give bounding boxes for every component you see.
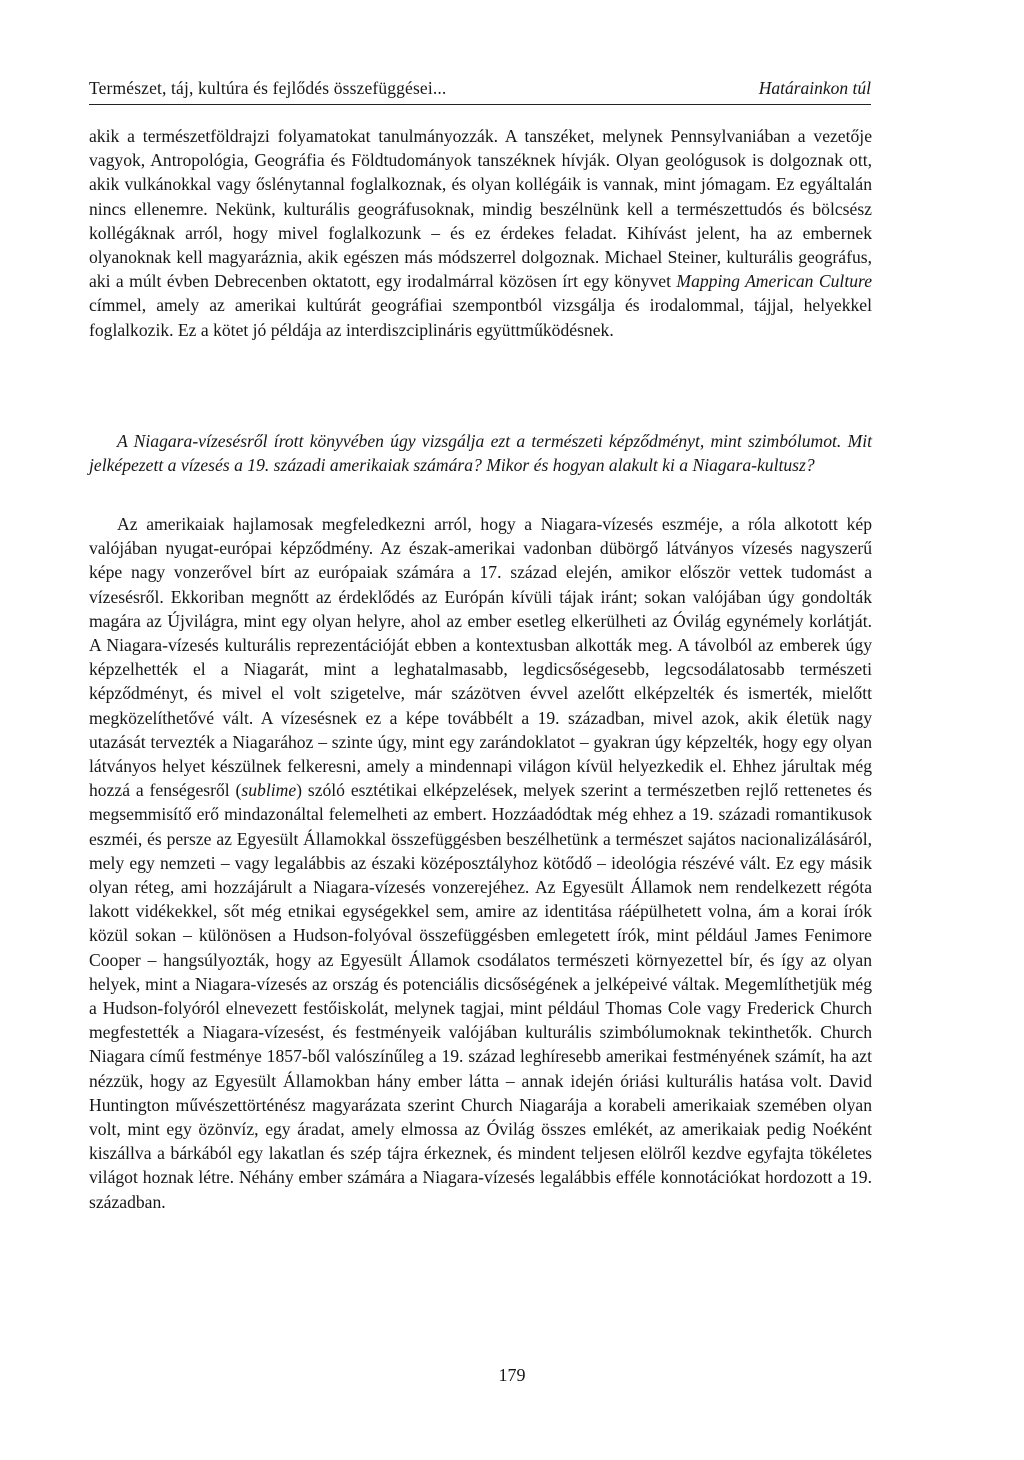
body-paragraph-1 xyxy=(89,124,872,342)
running-header-title: Természet, táj, kultúra és fejlődés összefüggései... xyxy=(89,78,447,98)
paragraph-text-part: Az amerikaiak hajlamosak megfeledkezni arról, hogy a Niagara-vízesés eszméje, a róla alkotott kép valójában nyugat-európai képződmény. Az észak-amerikai vadonban dübörgő látványos vízesés nagyszerű képe nagy vonzerővel bírt az európaiak számára a 17. század elején, amikor először vettek tudomást a vízesésről. Ekkoriban megnőtt az érdeklődés az Európán kívüli tájak iránt; sokan valójában úgy gondolták magára az Újvilágra, mint egy olyan helyre, ahol az ember esetleg elkerülheti az Óvilág egynémely korlátját. A Niagara-vízesés kulturális reprezentációját ebben a kontextusban alkották meg. A távolból az emberek úgy képzelhették el a Niagarát, mint a leghatalmasabb, legdicsőségesebb, legcsodálatosabb természeti képződményt, és mivel el volt szigetelve, már százötven évvel azelőtt elképzelték és ismerték, mielőtt megközelíthetővé vált. A vízesésnek ez a képe továbbélt a 19. században, mivel azok, akik életük nagy utazását tervezték a Niagarához – szinte úgy, mint egy zarándoklatot – gyakran úgy képzelték, hogy egy olyan látványos helyet készülnek felkeresni, amely a mindennapi világon kívül helyezkedik el. Ehhez járultak még hozzá a fenségesről ( xyxy=(89,514,872,801)
paragraph-text-part: címmel, amely az amerikai kultúrát geográfiai szempontból vizsgálja és irodalommal, tájjal, helyekkel foglalkozik. Ez a kötet jó példája az interdiszciplináris együttműködésnek. xyxy=(89,295,872,340)
paragraph-text xyxy=(89,512,872,1214)
interview-question xyxy=(89,429,872,477)
paragraph-text xyxy=(89,124,872,342)
paragraph-text-part: akik a természetföldrajzi folyamatokat tanulmányozzák. A tanszéket, melynek Pennsylvaniában a vezetője vagyok, Antropológia, Geográfia és Földtudományok tanszéknek hívják. Olyan geológusok is dolgoznak ott, akik vulkánokkal vagy őslénytannal foglalkoznak, és olyan kollégáik is vannak, mint jómagam. Ez egyáltalán nincs ellenemre. Nekünk, kulturális geográfusoknak, mindig beszélnünk kell a természettudós és bölcsész kollégáknak arról, hogy mivel foglalkozunk – és ez érdekes feladat. Kihívást jelent, ha az embernek olyanoknak kell magyaráznia, akik egészen más módszerrel dolgoznak. Michael Steiner, kulturális geográfus, aki a múlt évben Debrecenben oktatott, egy irodalmárral közösen írt egy könyvet xyxy=(89,126,872,292)
book-title: Mapping American Culture xyxy=(676,271,873,292)
page-number: 179 xyxy=(498,1365,526,1385)
sublime-term: sublime xyxy=(241,780,297,801)
running-header xyxy=(89,74,871,105)
body-paragraph-answer xyxy=(89,512,872,1214)
question-text: A Niagara-vízesésről írott könyvében úgy vizsgálja ezt a természeti képződményt, mint szimbólumot. Mit jelképezett a vízesés a 19. századi amerikaiak számára? Mikor és hogyan alakult ki a Niagara-kultusz? xyxy=(89,431,872,476)
paragraph-text-part: ) szóló esztétikai elképzelések, melyek szerint a természetben rejlő rettenetes és megsemmisítő erő mindazonáltal felemelheti az embert. Hozzáadódtak még ehhez a 19. századi romantikusok eszméi, és persze az Egyesült Államokkal összefüggésben beszélhetünk a természet sajátos nacionalizálásáról, mely egy nemzeti – vagy legalábbis az északi középosztályhoz kötődő – ideológia részévé vált. Ez egy másik olyan réteg, ami hozzájárult a Niagara-vízesés vonzerejéhez. Az Egyesült Államok nem rendelkezett régóta lakott vidékekkel, sőt még etnikai egységekkel sem, amire az identitása ráépülhetett volna, ám a korai írók közül sokan – különösen a Hudson-folyóval összefüggésben emlegetett írók, mint például James Fenimore Cooper – hangsúlyozták, hogy az Egyesült Államok csodálatos természeti környezettel bír, és így az olyan helyek, mint a Niagara-vízesés az ország és potenciális dicsőségének a jelképeivé váltak. Megemlíthetjük még a Hudson-folyóról elnevezett festőiskolát, melynek tagjai, mint például Thomas Cole vagy Frederick Church megfestették a Niagara-vízesést, és festményeik valójában kulturális szimbólumoknak tekinthetők. Church Niagara című festménye 1857-ből valószínűleg a 19. század leghíresebb amerikai festményének számít, ha azt nézzük, hogy az Egyesült Államokban hány ember látta – annak idején óriási kulturális hatása volt. David Huntington művészettörténész magyarázata szerint Church Niagarája a korabeli amerikaiak szemében olyan volt, mint egy özönvíz, egy áradat, amely elmossa az Óvilág összes emlékét, az amerikaiak pedig Noéként kiszállva a bárkából egy lakatlan és szép tájra érkeznek, és mindent teljesen elölről kezdve egyfajta tökéletes világot hoznak létre. Néhány ember számára a Niagara-vízesés legalábbis efféle konnotációkat hordozott a 19. században. xyxy=(89,780,872,1212)
running-header-section: Határainkon túl xyxy=(758,78,871,98)
